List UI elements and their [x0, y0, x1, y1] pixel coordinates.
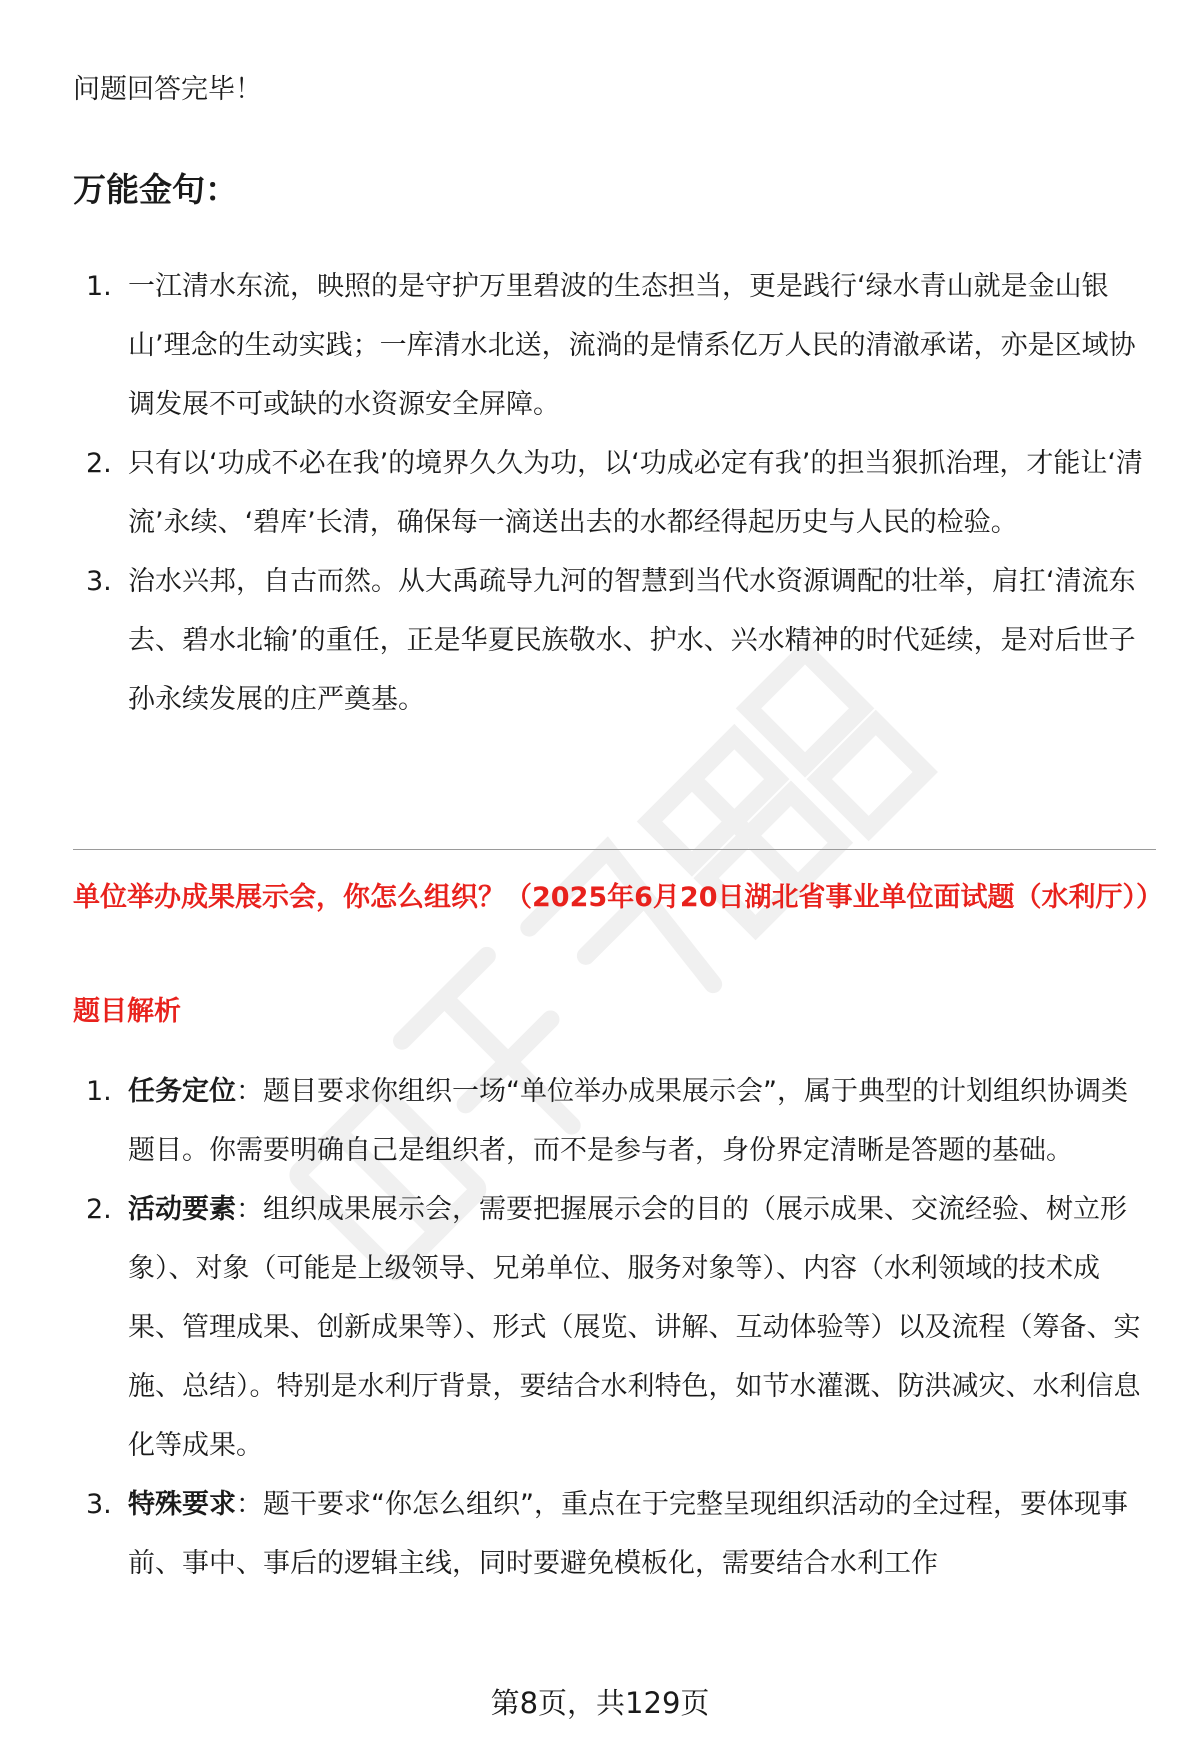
- list-item: [73, 1180, 1143, 1475]
- list-number: 1.: [86, 1076, 112, 1107]
- list-item: [73, 552, 1143, 729]
- golden-quotes-list: [73, 257, 1143, 729]
- analysis-list: [73, 1062, 1143, 1593]
- list-text: 一江清水东流，映照的是守护万里碧波的生态担当，更是践行‘绿水青山就是金山银山’理念的生动实践；一库清水北送，流淌的是情系亿万人民的清澈承诺，亦是区域协调发展不可或缺的水资源安全屏障。: [128, 271, 1136, 420]
- question-title: 单位举办成果展示会，你怎么组织？（2025年6月20日湖北省事业单位面试题（水利厅））: [73, 882, 1164, 913]
- list-number: 3.: [86, 1489, 112, 1520]
- list-number: 3.: [86, 566, 112, 597]
- list-text: 治水兴邦，自古而然。从大禹疏导九河的智慧到当代水资源调配的壮举，肩扛‘清流东去、碧水北输’的重任，正是华夏民族敬水、护水、兴水精神的时代延续，是对后世子孙永续发展的庄严奠基。: [128, 566, 1136, 715]
- list-text: ：题目要求你组织一场“单位举办成果展示会”，属于典型的计划组织协调类题目。你需要明确自己是组织者，而不是参与者，身份界定清晰是答题的基础。: [128, 1076, 1128, 1166]
- list-item: [73, 434, 1143, 552]
- list-text: ：组织成果展示会，需要把握展示会的目的（展示成果、交流经验、树立形象）、对象（可能是上级领导、兄弟单位、服务对象等）、内容（水利领域的技术成果、管理成果、创新成果等）、形式（展览、讲解、互动体验等）以及流程（筹备、实施、总结）。特别是水利厅背景，要结合水利特色，如节水灌溉、防洪减灾、水利信息化等成果。: [128, 1194, 1141, 1461]
- list-term: 特殊要求: [128, 1489, 236, 1520]
- list-item: [73, 1062, 1143, 1180]
- list-term: 任务定位: [128, 1076, 236, 1107]
- list-number: 2.: [86, 1194, 112, 1225]
- list-text: ：题干要求“你怎么组织”，重点在于完整呈现组织活动的全过程，要体现事前、事中、事后的逻辑主线，同时要避免模板化，需要结合水利工作: [128, 1489, 1128, 1579]
- list-number: 1.: [86, 271, 112, 302]
- list-number: 2.: [86, 448, 112, 479]
- section-divider: [73, 849, 1156, 850]
- page-number-footer: 第8页，共129页: [490, 1686, 710, 1720]
- golden-quotes-heading: 万能金句：: [73, 170, 238, 209]
- intro-text: 问题回答完毕！: [73, 74, 262, 105]
- list-item: [73, 257, 1143, 434]
- list-text: 只有以‘功成不必在我’的境界久久为功，以‘功成必定有我’的担当狠抓治理，才能让‘清流’永续、‘碧库’长清，确保每一滴送出去的水都经得起历史与人民的检验。: [128, 448, 1143, 538]
- list-item: [73, 1475, 1143, 1593]
- analysis-heading: 题目解析: [73, 996, 181, 1027]
- list-term: 活动要素: [128, 1194, 236, 1225]
